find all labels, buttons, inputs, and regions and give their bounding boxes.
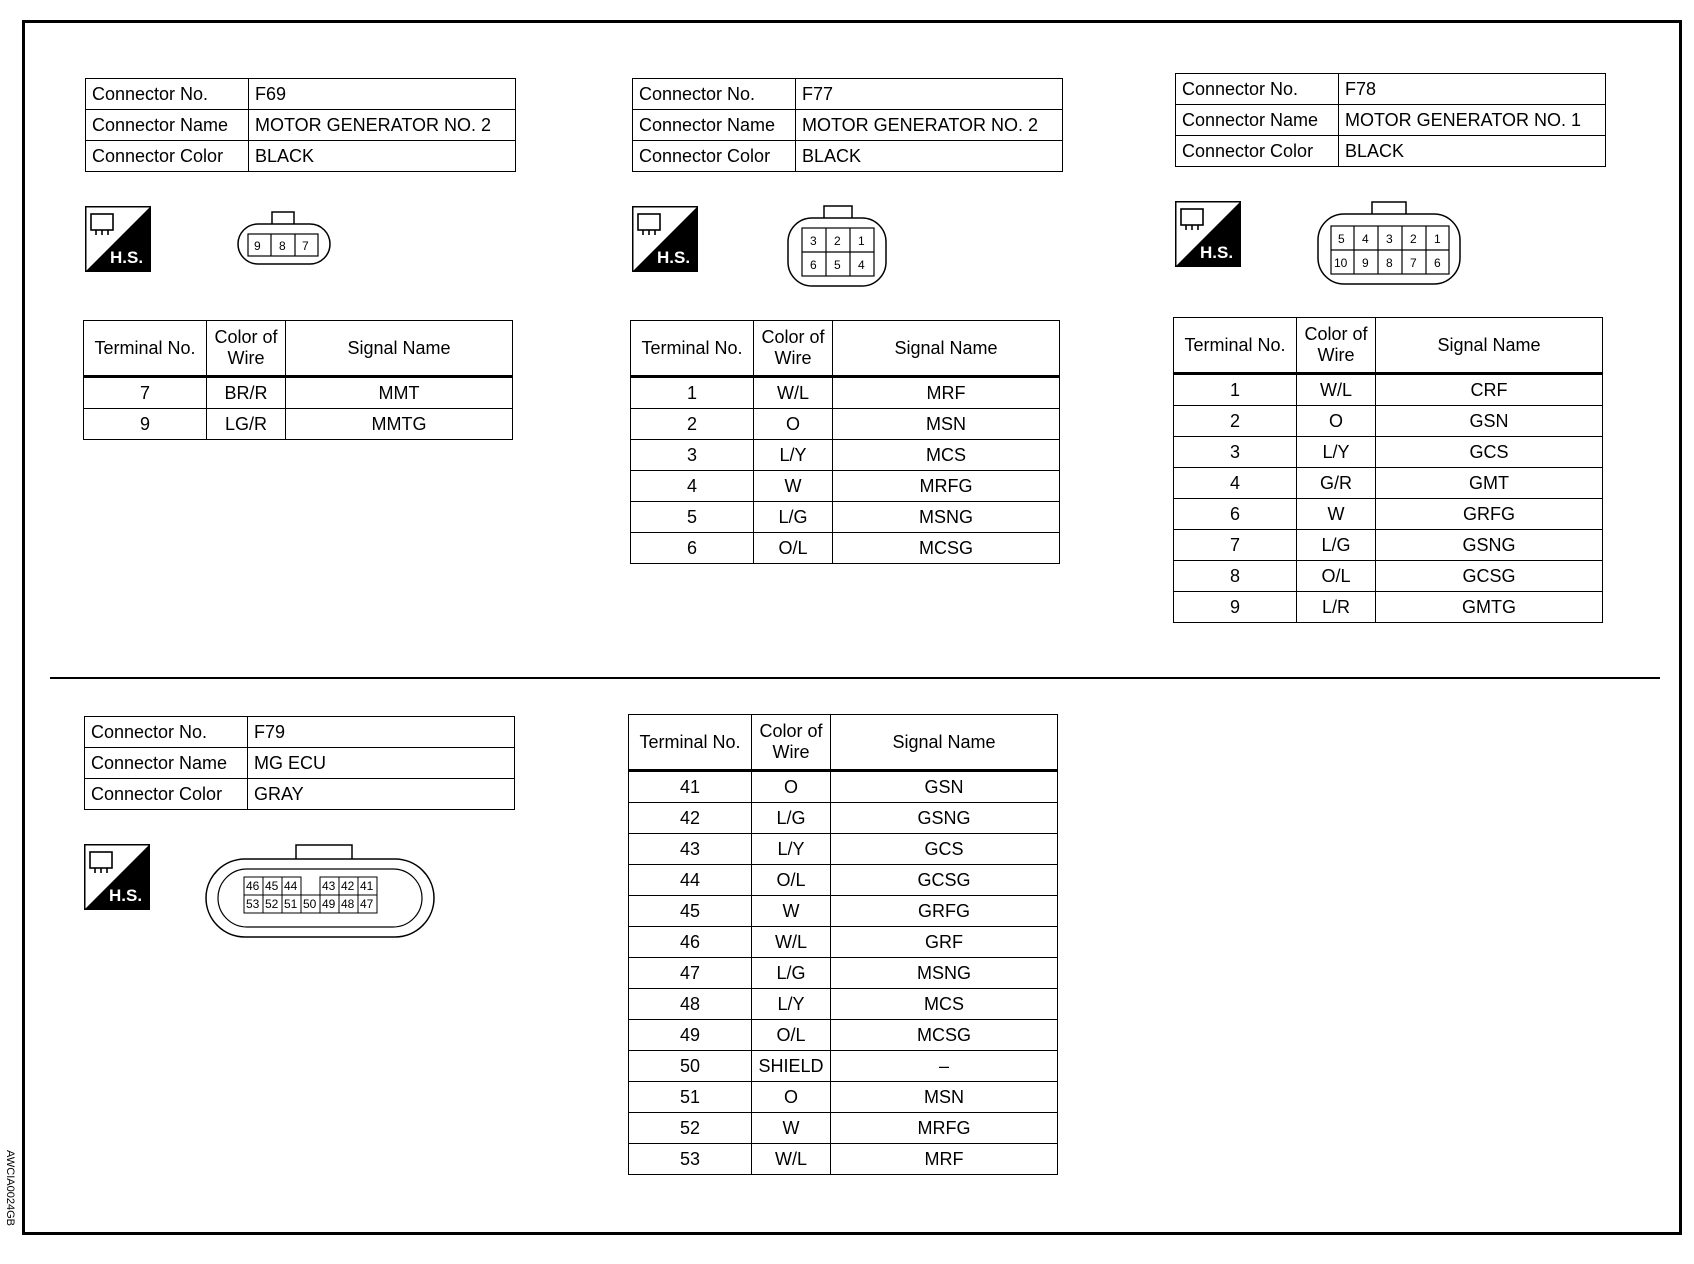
signal-name-cell: MSN <box>833 409 1060 440</box>
header-signal-name: Signal Name <box>286 321 513 377</box>
table-row <box>629 989 1058 1020</box>
wire-color-cell: W <box>1297 499 1376 530</box>
connector-face-f77 <box>786 204 890 290</box>
table-row <box>629 771 1058 803</box>
terminal-no-cell: 50 <box>629 1051 752 1082</box>
label-connector-color: Connector Color <box>85 779 248 810</box>
harness-side-icon <box>85 206 151 272</box>
pin-label: 48 <box>341 897 355 911</box>
wire-color-cell: O/L <box>752 1020 831 1051</box>
wire-color-cell: L/Y <box>1297 437 1376 468</box>
terminal-no-cell: 5 <box>631 502 754 533</box>
pin-label: 51 <box>284 897 298 911</box>
label-connector-name: Connector Name <box>86 110 249 141</box>
wire-color-cell: BR/R <box>207 377 286 409</box>
terminal-no-cell: 1 <box>631 377 754 409</box>
connector-info-f69 <box>85 78 516 172</box>
pin-label: 4 <box>1362 232 1369 246</box>
pin-label: 4 <box>858 258 865 272</box>
pin-label: 5 <box>1338 232 1345 246</box>
terminal-no-cell: 3 <box>1174 437 1297 468</box>
pin-label: 42 <box>341 879 355 893</box>
signal-name-cell: MCSG <box>831 1020 1058 1051</box>
wire-color-cell: W <box>752 896 831 927</box>
terminal-no-cell: 43 <box>629 834 752 865</box>
terminal-no-cell: 2 <box>631 409 754 440</box>
terminal-no-cell: 2 <box>1174 406 1297 437</box>
terminal-no-cell: 6 <box>1174 499 1297 530</box>
connector-info-f78 <box>1175 73 1606 167</box>
table-row <box>629 1113 1058 1144</box>
table-row <box>1174 406 1603 437</box>
table-row <box>1174 499 1603 530</box>
wire-color-cell: G/R <box>1297 468 1376 499</box>
wire-color-cell: LG/R <box>207 409 286 440</box>
table-row <box>1174 374 1603 406</box>
harness-side-icon <box>1175 201 1241 267</box>
value-connector-name: MOTOR GENERATOR NO. 1 <box>1339 105 1606 136</box>
pin-label: 5 <box>834 258 841 272</box>
signal-name-cell: MCS <box>831 989 1058 1020</box>
signal-name-cell: MCSG <box>833 533 1060 564</box>
signal-name-cell: MRFG <box>833 471 1060 502</box>
pin-label: 1 <box>858 234 865 248</box>
table-row <box>629 896 1058 927</box>
pin-label: 3 <box>810 234 817 248</box>
label-connector-color: Connector Color <box>86 141 249 172</box>
hs-label: H.S. <box>1200 243 1234 262</box>
signal-name-cell: GMTG <box>1376 592 1603 623</box>
pin-label: 41 <box>360 879 374 893</box>
signal-name-cell: GCSG <box>831 865 1058 896</box>
connector-face-f78 <box>1316 200 1462 288</box>
header-wire-color: Color of Wire <box>752 715 831 771</box>
wire-color-cell: L/Y <box>752 989 831 1020</box>
pin-label: 3 <box>1386 232 1393 246</box>
terminal-no-cell: 3 <box>631 440 754 471</box>
terminal-table-f79 <box>628 714 1058 1175</box>
wire-color-cell: W/L <box>754 377 833 409</box>
signal-name-cell: MSNG <box>833 502 1060 533</box>
value-connector-color: BLACK <box>796 141 1063 172</box>
label-connector-color: Connector Color <box>1176 136 1339 167</box>
terminal-no-cell: 41 <box>629 771 752 803</box>
wire-color-cell: O <box>752 1082 831 1113</box>
terminal-no-cell: 9 <box>84 409 207 440</box>
terminal-no-cell: 45 <box>629 896 752 927</box>
signal-name-cell: GSN <box>831 771 1058 803</box>
pin-label: 50 <box>303 897 317 911</box>
pin-label: 9 <box>254 239 261 253</box>
signal-name-cell: GCSG <box>1376 561 1603 592</box>
terminal-no-cell: 4 <box>1174 468 1297 499</box>
terminal-no-cell: 6 <box>631 533 754 564</box>
pin-label: 6 <box>810 258 817 272</box>
label-connector-name: Connector Name <box>85 748 248 779</box>
pin-label: 2 <box>834 234 841 248</box>
terminal-no-cell: 52 <box>629 1113 752 1144</box>
pin-label: 52 <box>265 897 279 911</box>
pin-label: 6 <box>1434 256 1441 270</box>
signal-name-cell: MRF <box>831 1144 1058 1175</box>
pin-label: 8 <box>279 239 286 253</box>
value-connector-name: MG ECU <box>248 748 515 779</box>
connector-info-f77 <box>632 78 1063 172</box>
terminal-no-cell: 9 <box>1174 592 1297 623</box>
header-wire-color: Color of Wire <box>754 321 833 377</box>
harness-side-icon <box>84 844 150 910</box>
wire-color-cell: L/Y <box>754 440 833 471</box>
signal-name-cell: MSNG <box>831 958 1058 989</box>
table-row <box>629 958 1058 989</box>
wire-color-cell: O/L <box>1297 561 1376 592</box>
label-connector-no: Connector No. <box>86 79 249 110</box>
value-connector-no: F78 <box>1339 74 1606 105</box>
signal-name-cell: GCS <box>831 834 1058 865</box>
pin-label: 45 <box>265 879 279 893</box>
value-connector-no: F79 <box>248 717 515 748</box>
value-connector-name: MOTOR GENERATOR NO. 2 <box>249 110 516 141</box>
table-row <box>629 1051 1058 1082</box>
terminal-no-cell: 48 <box>629 989 752 1020</box>
label-connector-color: Connector Color <box>633 141 796 172</box>
label-connector-name: Connector Name <box>633 110 796 141</box>
table-row <box>1174 592 1603 623</box>
signal-name-cell: – <box>831 1051 1058 1082</box>
connector-face-f69 <box>236 210 332 268</box>
terminal-table-f69 <box>83 320 513 440</box>
hs-label: H.S. <box>657 248 691 267</box>
table-row <box>1174 468 1603 499</box>
header-wire-color: Color of Wire <box>207 321 286 377</box>
table-row <box>631 471 1060 502</box>
table-row <box>629 1144 1058 1175</box>
signal-name-cell: GCS <box>1376 437 1603 468</box>
table-row <box>629 927 1058 958</box>
terminal-no-cell: 8 <box>1174 561 1297 592</box>
pin-label: 47 <box>360 897 374 911</box>
terminal-no-cell: 7 <box>1174 530 1297 561</box>
value-connector-no: F69 <box>249 79 516 110</box>
header-wire-color: Color of Wire <box>1297 318 1376 374</box>
table-row <box>84 409 513 440</box>
wire-color-cell: W/L <box>1297 374 1376 406</box>
value-connector-no: F77 <box>796 79 1063 110</box>
label-connector-no: Connector No. <box>1176 74 1339 105</box>
signal-name-cell: MSN <box>831 1082 1058 1113</box>
table-row <box>629 1020 1058 1051</box>
hs-label: H.S. <box>110 248 144 267</box>
pin-label: 1 <box>1434 232 1441 246</box>
connector-face-f79 <box>204 843 436 941</box>
header-signal-name: Signal Name <box>833 321 1060 377</box>
wire-color-cell: L/G <box>754 502 833 533</box>
terminal-no-cell: 49 <box>629 1020 752 1051</box>
header-signal-name: Signal Name <box>831 715 1058 771</box>
connector-info-f79 <box>84 716 515 810</box>
wire-color-cell: SHIELD <box>752 1051 831 1082</box>
pin-label: 7 <box>302 239 309 253</box>
header-terminal-no: Terminal No. <box>631 321 754 377</box>
wire-color-cell: L/Y <box>752 834 831 865</box>
terminal-no-cell: 47 <box>629 958 752 989</box>
signal-name-cell: GSNG <box>831 803 1058 834</box>
wire-color-cell: O <box>1297 406 1376 437</box>
signal-name-cell: GMT <box>1376 468 1603 499</box>
table-row <box>84 377 513 409</box>
table-row <box>629 865 1058 896</box>
wire-color-cell: O <box>752 771 831 803</box>
pin-label: 9 <box>1362 256 1369 270</box>
table-row <box>629 834 1058 865</box>
pin-label: 44 <box>284 879 298 893</box>
wire-color-cell: O/L <box>754 533 833 564</box>
signal-name-cell: GSN <box>1376 406 1603 437</box>
table-row <box>631 502 1060 533</box>
harness-side-icon <box>632 206 698 272</box>
pin-label: 46 <box>246 879 260 893</box>
diagram-code: AWCIA0024GB <box>4 1150 16 1227</box>
terminal-table-f77 <box>630 320 1060 564</box>
table-row <box>631 409 1060 440</box>
terminal-no-cell: 4 <box>631 471 754 502</box>
table-row <box>1174 437 1603 468</box>
wire-color-cell: L/G <box>752 958 831 989</box>
label-connector-name: Connector Name <box>1176 105 1339 136</box>
section-divider <box>50 677 1660 679</box>
wire-color-cell: O <box>754 409 833 440</box>
hs-label: H.S. <box>109 886 143 905</box>
table-row <box>631 377 1060 409</box>
terminal-no-cell: 46 <box>629 927 752 958</box>
table-row <box>631 440 1060 471</box>
signal-name-cell: MRFG <box>831 1113 1058 1144</box>
wire-color-cell: L/R <box>1297 592 1376 623</box>
terminal-no-cell: 7 <box>84 377 207 409</box>
signal-name-cell: MMT <box>286 377 513 409</box>
terminal-no-cell: 51 <box>629 1082 752 1113</box>
pin-label: 43 <box>322 879 336 893</box>
wire-color-cell: W/L <box>752 927 831 958</box>
value-connector-color: BLACK <box>249 141 516 172</box>
signal-name-cell: GRFG <box>831 896 1058 927</box>
pin-label: 53 <box>246 897 260 911</box>
value-connector-name: MOTOR GENERATOR NO. 2 <box>796 110 1063 141</box>
terminal-no-cell: 44 <box>629 865 752 896</box>
value-connector-color: GRAY <box>248 779 515 810</box>
table-row <box>629 1082 1058 1113</box>
signal-name-cell: MRF <box>833 377 1060 409</box>
terminal-no-cell: 42 <box>629 803 752 834</box>
pin-label: 10 <box>1334 256 1348 270</box>
header-terminal-no: Terminal No. <box>1174 318 1297 374</box>
pin-label: 8 <box>1386 256 1393 270</box>
wire-color-cell: W <box>752 1113 831 1144</box>
value-connector-color: BLACK <box>1339 136 1606 167</box>
pin-label: 49 <box>322 897 336 911</box>
pin-label: 2 <box>1410 232 1417 246</box>
wire-color-cell: W/L <box>752 1144 831 1175</box>
signal-name-cell: GSNG <box>1376 530 1603 561</box>
terminal-no-cell: 1 <box>1174 374 1297 406</box>
signal-name-cell: CRF <box>1376 374 1603 406</box>
pin-label: 7 <box>1410 256 1417 270</box>
table-row <box>1174 530 1603 561</box>
table-row <box>1174 561 1603 592</box>
table-row <box>629 803 1058 834</box>
wire-color-cell: L/G <box>1297 530 1376 561</box>
header-terminal-no: Terminal No. <box>84 321 207 377</box>
label-connector-no: Connector No. <box>85 717 248 748</box>
signal-name-cell: MCS <box>833 440 1060 471</box>
label-connector-no: Connector No. <box>633 79 796 110</box>
wire-color-cell: O/L <box>752 865 831 896</box>
terminal-table-f78 <box>1173 317 1603 623</box>
header-signal-name: Signal Name <box>1376 318 1603 374</box>
terminal-no-cell: 53 <box>629 1144 752 1175</box>
wire-color-cell: W <box>754 471 833 502</box>
signal-name-cell: GRF <box>831 927 1058 958</box>
signal-name-cell: MMTG <box>286 409 513 440</box>
header-terminal-no: Terminal No. <box>629 715 752 771</box>
signal-name-cell: GRFG <box>1376 499 1603 530</box>
wire-color-cell: L/G <box>752 803 831 834</box>
table-row <box>631 533 1060 564</box>
